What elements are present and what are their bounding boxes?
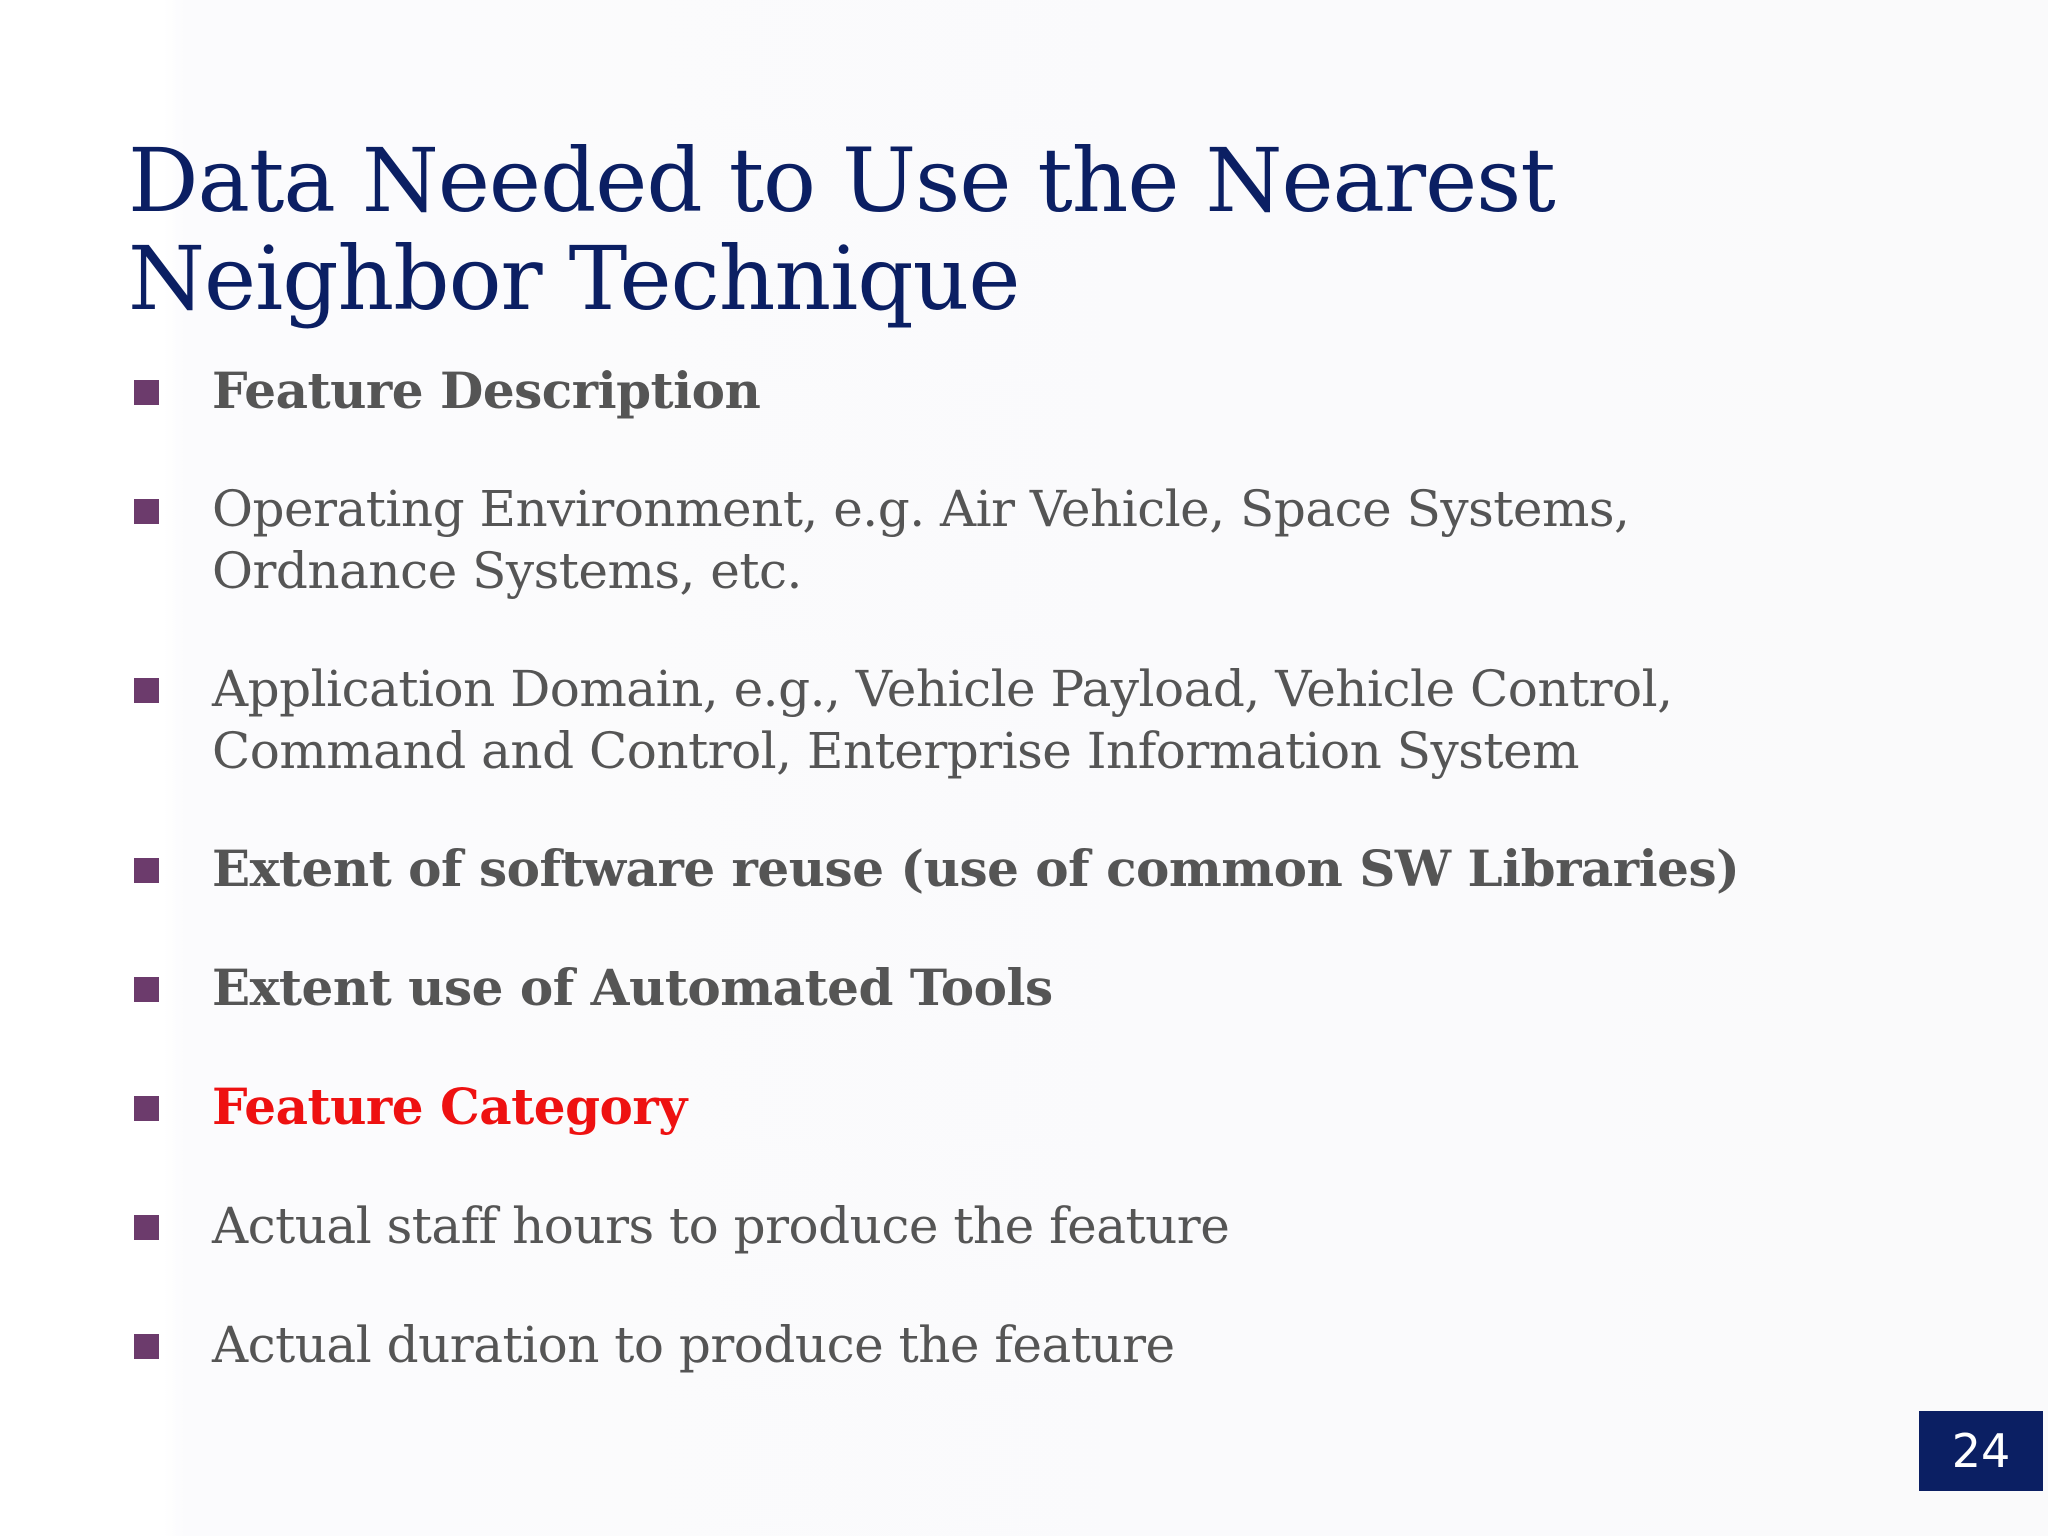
bullet-line: Operating Environment, e.g. Air Vehicle, Space Systems, (212, 480, 1630, 538)
bullet-line: Feature Description (212, 361, 761, 420)
title-line-1: Data Needed to Use the Nearest (128, 129, 1555, 232)
bullet-line: Application Domain, e.g., Vehicle Payload, Vehicle Control, (212, 660, 1673, 718)
square-bullet-icon (134, 858, 159, 883)
bullet-text (212, 838, 1952, 900)
bullet-text (212, 1314, 1952, 1376)
bullet-line: Feature Category (212, 1077, 687, 1136)
bullet-line: Command and Control, Enterprise Information System (212, 722, 1579, 780)
bullet-line: Extent use of Automated Tools (212, 958, 1053, 1017)
bullet-text (212, 658, 1952, 782)
square-bullet-icon (134, 499, 159, 524)
square-bullet-icon (134, 1096, 159, 1121)
bullet-text (212, 478, 1952, 602)
square-bullet-icon (134, 1215, 159, 1240)
page-number-badge: 24 (1919, 1411, 2043, 1491)
title-line-2: Neighbor Technique (128, 227, 1020, 330)
square-bullet-icon (134, 1334, 159, 1359)
bullet-text (212, 360, 1952, 422)
bullet-line: Ordnance Systems, etc. (212, 542, 802, 600)
bullet-line: Extent of software reuse (use of common SW Libraries) (212, 839, 1740, 898)
bullet-text (212, 957, 1952, 1019)
slide-title (128, 129, 1928, 330)
square-bullet-icon (134, 678, 159, 703)
bullet-text (212, 1195, 1952, 1257)
bullet-line: Actual duration to produce the feature (212, 1316, 1175, 1374)
bullet-text (212, 1076, 1952, 1138)
square-bullet-icon (134, 977, 159, 1002)
square-bullet-icon (134, 380, 159, 405)
bullet-line: Actual staff hours to produce the feature (212, 1197, 1230, 1255)
